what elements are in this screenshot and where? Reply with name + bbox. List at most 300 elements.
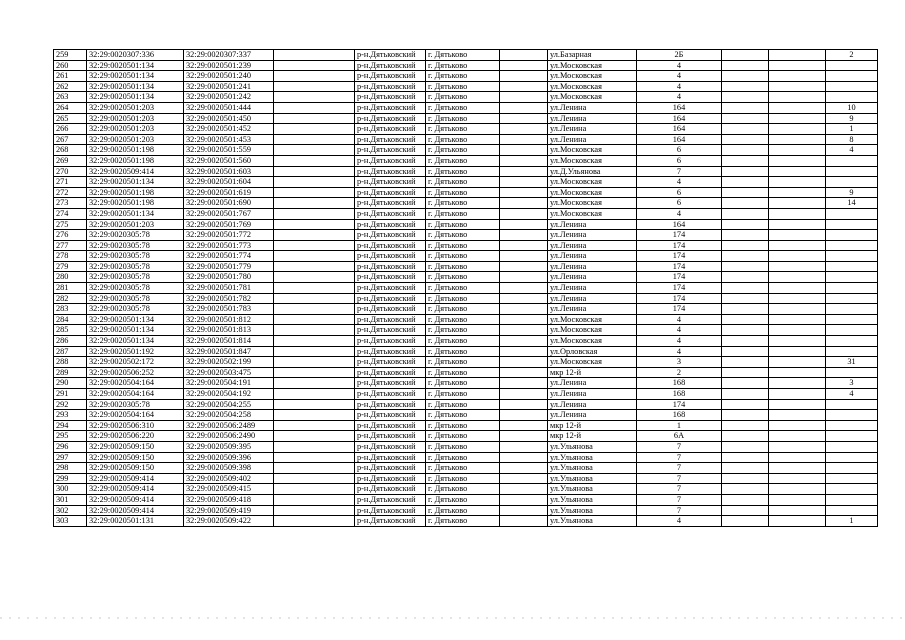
table-cell: 164: [637, 219, 722, 230]
table-cell: [274, 198, 355, 209]
table-cell: [826, 166, 878, 177]
table-cell: [722, 272, 769, 283]
table-cell: [722, 219, 769, 230]
table-cell: р-н.Дятьковский: [355, 187, 426, 198]
table-cell: г. Дятьково: [426, 441, 500, 452]
table-cell: 164: [637, 134, 722, 145]
table-cell: 174: [637, 230, 722, 241]
table-cell: [826, 261, 878, 272]
table-cell: 2Б: [637, 50, 722, 61]
table-cell: [769, 410, 826, 421]
table-cell: [500, 367, 548, 378]
table-cell: 32:29:0020506:310: [87, 420, 184, 431]
table-cell: [274, 208, 355, 219]
table-cell: 32:29:0020501:134: [87, 208, 184, 219]
table-cell: [274, 293, 355, 304]
table-cell: 32:29:0020501:780: [184, 272, 274, 283]
table-cell: 261: [54, 71, 87, 82]
table-cell: 4: [637, 81, 722, 92]
table-cell: [769, 420, 826, 431]
table-cell: 32:29:0020509:414: [87, 484, 184, 495]
table-cell: 174: [637, 304, 722, 315]
table-cell: г. Дятьково: [426, 431, 500, 442]
table-cell: [500, 198, 548, 209]
table-cell: [500, 124, 548, 135]
table-cell: [769, 166, 826, 177]
table-cell: [274, 431, 355, 442]
table-cell: 4: [637, 336, 722, 347]
table-cell: 301: [54, 494, 87, 505]
table-cell: 32:29:0020501:134: [87, 71, 184, 82]
table-cell: [722, 124, 769, 135]
table-cell: 32:29:0020506:2490: [184, 431, 274, 442]
table-cell: 279: [54, 261, 87, 272]
table-row: [54, 71, 878, 82]
table-cell: [826, 463, 878, 474]
table-cell: 168: [637, 410, 722, 421]
table-cell: 32:29:0020501:203: [87, 124, 184, 135]
table-cell: 291: [54, 389, 87, 400]
table-cell: [500, 452, 548, 463]
table-cell: г. Дятьково: [426, 219, 500, 230]
table-cell: [826, 336, 878, 347]
table-cell: [826, 367, 878, 378]
table-cell: 7: [637, 484, 722, 495]
table-cell: ул.Ульянова: [548, 484, 637, 495]
table-cell: ул.Ленина: [548, 251, 637, 262]
table-cell: ул.Ленина: [548, 410, 637, 421]
table-row: [54, 102, 878, 113]
table-cell: [826, 230, 878, 241]
table-row: [54, 60, 878, 71]
table-cell: 288: [54, 357, 87, 368]
table-cell: [500, 325, 548, 336]
table-cell: [769, 92, 826, 103]
table-row: [54, 283, 878, 294]
table-cell: [826, 420, 878, 431]
table-cell: 32:29:0020501:134: [87, 92, 184, 103]
table-cell: 32:29:0020509:396: [184, 452, 274, 463]
table-cell: [500, 399, 548, 410]
table-cell: 32:29:0020504:164: [87, 410, 184, 421]
table-cell: р-н.Дятьковский: [355, 431, 426, 442]
table-cell: [826, 71, 878, 82]
table-cell: 295: [54, 431, 87, 442]
property-table: [53, 49, 878, 527]
table-cell: г. Дятьково: [426, 505, 500, 516]
table-cell: р-н.Дятьковский: [355, 145, 426, 156]
table-cell: [500, 219, 548, 230]
table-cell: г. Дятьково: [426, 230, 500, 241]
table-cell: г. Дятьково: [426, 177, 500, 188]
table-cell: [274, 92, 355, 103]
table-cell: [769, 367, 826, 378]
table-cell: г. Дятьково: [426, 113, 500, 124]
table-cell: 32:29:0020307:337: [184, 50, 274, 61]
table-cell: 32:29:0020501:603: [184, 166, 274, 177]
table-cell: р-н.Дятьковский: [355, 389, 426, 400]
table-row: [54, 81, 878, 92]
table-cell: 32:29:0020504:255: [184, 399, 274, 410]
table-cell: р-н.Дятьковский: [355, 463, 426, 474]
table-cell: 32:29:0020509:415: [184, 484, 274, 495]
table-cell: [722, 505, 769, 516]
table-cell: 8: [826, 134, 878, 145]
table-cell: ул.Московская: [548, 145, 637, 156]
table-cell: 300: [54, 484, 87, 495]
table-cell: 32:29:0020509:398: [184, 463, 274, 474]
table-cell: г. Дятьково: [426, 463, 500, 474]
table-cell: 290: [54, 378, 87, 389]
table-cell: р-н.Дятьковский: [355, 60, 426, 71]
table-cell: г. Дятьково: [426, 484, 500, 495]
table-row: [54, 484, 878, 495]
table-cell: ул.Ленина: [548, 293, 637, 304]
table-cell: [769, 251, 826, 262]
table-cell: р-н.Дятьковский: [355, 272, 426, 283]
table-cell: р-н.Дятьковский: [355, 336, 426, 347]
table-cell: [722, 367, 769, 378]
table-cell: р-н.Дятьковский: [355, 484, 426, 495]
table-cell: ул.Московская: [548, 357, 637, 368]
table-cell: 32:29:0020305:78: [87, 261, 184, 272]
table-cell: 284: [54, 314, 87, 325]
table-cell: [274, 378, 355, 389]
table-cell: 277: [54, 240, 87, 251]
table-cell: [274, 71, 355, 82]
table-cell: ул.Д.Ульянова: [548, 166, 637, 177]
table-cell: 32:29:0020504:191: [184, 378, 274, 389]
table-cell: 296: [54, 441, 87, 452]
table-cell: [722, 389, 769, 400]
table-cell: [769, 155, 826, 166]
table-cell: р-н.Дятьковский: [355, 505, 426, 516]
table-cell: [500, 71, 548, 82]
table-cell: 292: [54, 399, 87, 410]
table-cell: ул.Московская: [548, 60, 637, 71]
table-cell: г. Дятьково: [426, 134, 500, 145]
table-cell: ул.Московская: [548, 81, 637, 92]
table-cell: ул.Ульянова: [548, 463, 637, 474]
table-cell: мкр 12-й: [548, 431, 637, 442]
table-cell: [274, 304, 355, 315]
table-cell: 32:29:0020501:134: [87, 325, 184, 336]
table-row: [54, 50, 878, 61]
table-cell: 266: [54, 124, 87, 135]
table-cell: ул.Ленина: [548, 134, 637, 145]
table-cell: 32:29:0020501:847: [184, 346, 274, 357]
table-cell: [274, 336, 355, 347]
table-cell: [722, 134, 769, 145]
table-cell: 32:29:0020501:203: [87, 134, 184, 145]
table-cell: ул.Ульянова: [548, 473, 637, 484]
table-cell: 297: [54, 452, 87, 463]
table-cell: 32:29:0020501:198: [87, 145, 184, 156]
table-cell: 32:29:0020501:198: [87, 187, 184, 198]
table-cell: 32:29:0020502:172: [87, 357, 184, 368]
table-cell: 32:29:0020504:192: [184, 389, 274, 400]
table-cell: [769, 102, 826, 113]
table-cell: 32:29:0020501:134: [87, 81, 184, 92]
table-cell: р-н.Дятьковский: [355, 261, 426, 272]
table-cell: 2: [826, 50, 878, 61]
table-cell: ул.Ленина: [548, 240, 637, 251]
table-cell: 32:29:0020501:559: [184, 145, 274, 156]
table-row: [54, 177, 878, 188]
table-cell: [769, 304, 826, 315]
table-cell: ул.Московская: [548, 325, 637, 336]
table-cell: [274, 50, 355, 61]
table-cell: [722, 293, 769, 304]
table-cell: р-н.Дятьковский: [355, 198, 426, 209]
table-cell: 32:29:0020509:150: [87, 463, 184, 474]
table-cell: г. Дятьково: [426, 81, 500, 92]
table-row: [54, 230, 878, 241]
table-cell: [274, 283, 355, 294]
table-cell: [769, 389, 826, 400]
table-cell: г. Дятьково: [426, 325, 500, 336]
table-cell: 32:29:0020307:336: [87, 50, 184, 61]
table-cell: г. Дятьково: [426, 410, 500, 421]
table-cell: 32:29:0020501:779: [184, 261, 274, 272]
table-cell: [826, 431, 878, 442]
table-cell: [274, 166, 355, 177]
table-cell: [500, 336, 548, 347]
table-row: [54, 441, 878, 452]
table-cell: [500, 420, 548, 431]
table-cell: [500, 240, 548, 251]
table-cell: 32:29:0020305:78: [87, 251, 184, 262]
table-cell: [826, 208, 878, 219]
table-cell: 271: [54, 177, 87, 188]
table-cell: 273: [54, 198, 87, 209]
table-cell: [500, 230, 548, 241]
table-cell: 283: [54, 304, 87, 315]
table-cell: г. Дятьково: [426, 293, 500, 304]
table-cell: ул.Ульянова: [548, 494, 637, 505]
table-cell: [274, 441, 355, 452]
table-cell: [500, 516, 548, 527]
table-cell: [274, 145, 355, 156]
table-row: [54, 124, 878, 135]
table-cell: 281: [54, 283, 87, 294]
table-cell: 32:29:0020501:772: [184, 230, 274, 241]
table-cell: 6: [637, 145, 722, 156]
table-cell: 32:29:0020305:78: [87, 304, 184, 315]
table-cell: 32:29:0020501:444: [184, 102, 274, 113]
table-row: [54, 187, 878, 198]
table-cell: [722, 314, 769, 325]
table-cell: [769, 240, 826, 251]
table-cell: 32:29:0020501:203: [87, 113, 184, 124]
table-cell: [500, 346, 548, 357]
table-cell: [826, 505, 878, 516]
table-cell: [722, 240, 769, 251]
table-cell: 4: [637, 346, 722, 357]
table-cell: 32:29:0020504:164: [87, 378, 184, 389]
table-cell: [274, 219, 355, 230]
table-cell: [274, 240, 355, 251]
table-cell: р-н.Дятьковский: [355, 441, 426, 452]
table-row: [54, 208, 878, 219]
table-cell: [722, 71, 769, 82]
table-row: [54, 166, 878, 177]
table-cell: [500, 60, 548, 71]
table-cell: 32:29:0020501:198: [87, 155, 184, 166]
table-cell: ул.Ленина: [548, 399, 637, 410]
table-cell: [274, 399, 355, 410]
table-cell: 276: [54, 230, 87, 241]
table-cell: 32:29:0020305:78: [87, 293, 184, 304]
table-cell: 31: [826, 357, 878, 368]
table-cell: 4: [637, 325, 722, 336]
table-cell: 32:29:0020501:452: [184, 124, 274, 135]
table-cell: г. Дятьково: [426, 336, 500, 347]
table-cell: р-н.Дятьковский: [355, 124, 426, 135]
table-cell: ул.Московская: [548, 187, 637, 198]
table-cell: 289: [54, 367, 87, 378]
table-cell: ул.Ульянова: [548, 505, 637, 516]
table-cell: [274, 484, 355, 495]
table-cell: [274, 124, 355, 135]
table-row: [54, 272, 878, 283]
table-cell: 32:29:0020509:418: [184, 494, 274, 505]
table-cell: [722, 187, 769, 198]
table-cell: р-н.Дятьковский: [355, 473, 426, 484]
table-row: [54, 198, 878, 209]
table-cell: ул.Ленина: [548, 219, 637, 230]
table-cell: 32:29:0020501:560: [184, 155, 274, 166]
table-cell: [500, 155, 548, 166]
table-cell: [274, 102, 355, 113]
table-cell: [500, 357, 548, 368]
table-cell: 32:29:0020501:240: [184, 71, 274, 82]
table-cell: г. Дятьково: [426, 452, 500, 463]
table-cell: ул.Московская: [548, 208, 637, 219]
table-cell: 32:29:0020501:619: [184, 187, 274, 198]
table-cell: 174: [637, 283, 722, 294]
table-cell: 285: [54, 325, 87, 336]
table-cell: 4: [637, 208, 722, 219]
table-cell: 6: [637, 198, 722, 209]
table-cell: р-н.Дятьковский: [355, 494, 426, 505]
table-cell: г. Дятьково: [426, 314, 500, 325]
table-cell: [769, 198, 826, 209]
table-cell: [500, 505, 548, 516]
table-cell: 32:29:0020305:78: [87, 230, 184, 241]
table-cell: [274, 516, 355, 527]
table-cell: 4: [637, 314, 722, 325]
table-cell: г. Дятьково: [426, 71, 500, 82]
table-cell: 32:29:0020509:419: [184, 505, 274, 516]
table-cell: 7: [637, 463, 722, 474]
table-cell: 7: [637, 441, 722, 452]
table-cell: [722, 155, 769, 166]
table-cell: [722, 494, 769, 505]
table-cell: [274, 452, 355, 463]
table-cell: [500, 441, 548, 452]
table-row: [54, 420, 878, 431]
table-cell: ул.Московская: [548, 71, 637, 82]
table-cell: [722, 516, 769, 527]
table-cell: [826, 251, 878, 262]
table-cell: 270: [54, 166, 87, 177]
table-cell: [722, 378, 769, 389]
table-cell: 303: [54, 516, 87, 527]
table-cell: [722, 452, 769, 463]
table-cell: 32:29:0020501:131: [87, 516, 184, 527]
table-cell: [769, 71, 826, 82]
table-row: [54, 431, 878, 442]
table-cell: р-н.Дятьковский: [355, 155, 426, 166]
table-row: [54, 410, 878, 421]
table-cell: [722, 325, 769, 336]
table-cell: р-н.Дятьковский: [355, 177, 426, 188]
table-row: [54, 240, 878, 251]
table-cell: г. Дятьково: [426, 50, 500, 61]
table-cell: [274, 251, 355, 262]
table-row: [54, 145, 878, 156]
table-cell: 32:29:0020509:414: [87, 473, 184, 484]
table-cell: 32:29:0020305:78: [87, 399, 184, 410]
table-cell: 32:29:0020501:604: [184, 177, 274, 188]
table-cell: [500, 92, 548, 103]
table-cell: 302: [54, 505, 87, 516]
table-cell: р-н.Дятьковский: [355, 251, 426, 262]
table-cell: [722, 484, 769, 495]
table-cell: ул.Орловская: [548, 346, 637, 357]
table-cell: [826, 240, 878, 251]
table-cell: р-н.Дятьковский: [355, 208, 426, 219]
table-cell: 6: [637, 155, 722, 166]
table-row: [54, 516, 878, 527]
table-cell: 32:29:0020305:78: [87, 240, 184, 251]
table-cell: 287: [54, 346, 87, 357]
table-cell: р-н.Дятьковский: [355, 283, 426, 294]
table-cell: [769, 314, 826, 325]
table-row: [54, 452, 878, 463]
table-cell: 32:29:0020305:78: [87, 283, 184, 294]
table-cell: г. Дятьково: [426, 367, 500, 378]
table-cell: г. Дятьково: [426, 187, 500, 198]
table-cell: р-н.Дятьковский: [355, 92, 426, 103]
table-cell: р-н.Дятьковский: [355, 50, 426, 61]
table-cell: [722, 81, 769, 92]
table-cell: г. Дятьково: [426, 399, 500, 410]
table-row: [54, 155, 878, 166]
table-cell: 3: [637, 357, 722, 368]
table-cell: 269: [54, 155, 87, 166]
table-cell: 4: [637, 516, 722, 527]
table-cell: 168: [637, 378, 722, 389]
table-cell: р-н.Дятьковский: [355, 367, 426, 378]
table-cell: г. Дятьково: [426, 420, 500, 431]
table-cell: ул.Ленина: [548, 230, 637, 241]
table-cell: [500, 81, 548, 92]
table-cell: ул.Московская: [548, 314, 637, 325]
table-cell: [274, 346, 355, 357]
table-cell: [769, 261, 826, 272]
table-cell: 274: [54, 208, 87, 219]
table-cell: [769, 134, 826, 145]
table-cell: [826, 346, 878, 357]
table-cell: 32:29:0020501:767: [184, 208, 274, 219]
table-cell: [274, 187, 355, 198]
table-row: [54, 378, 878, 389]
table-cell: ул.Московская: [548, 177, 637, 188]
table-cell: [722, 230, 769, 241]
table-row: [54, 219, 878, 230]
